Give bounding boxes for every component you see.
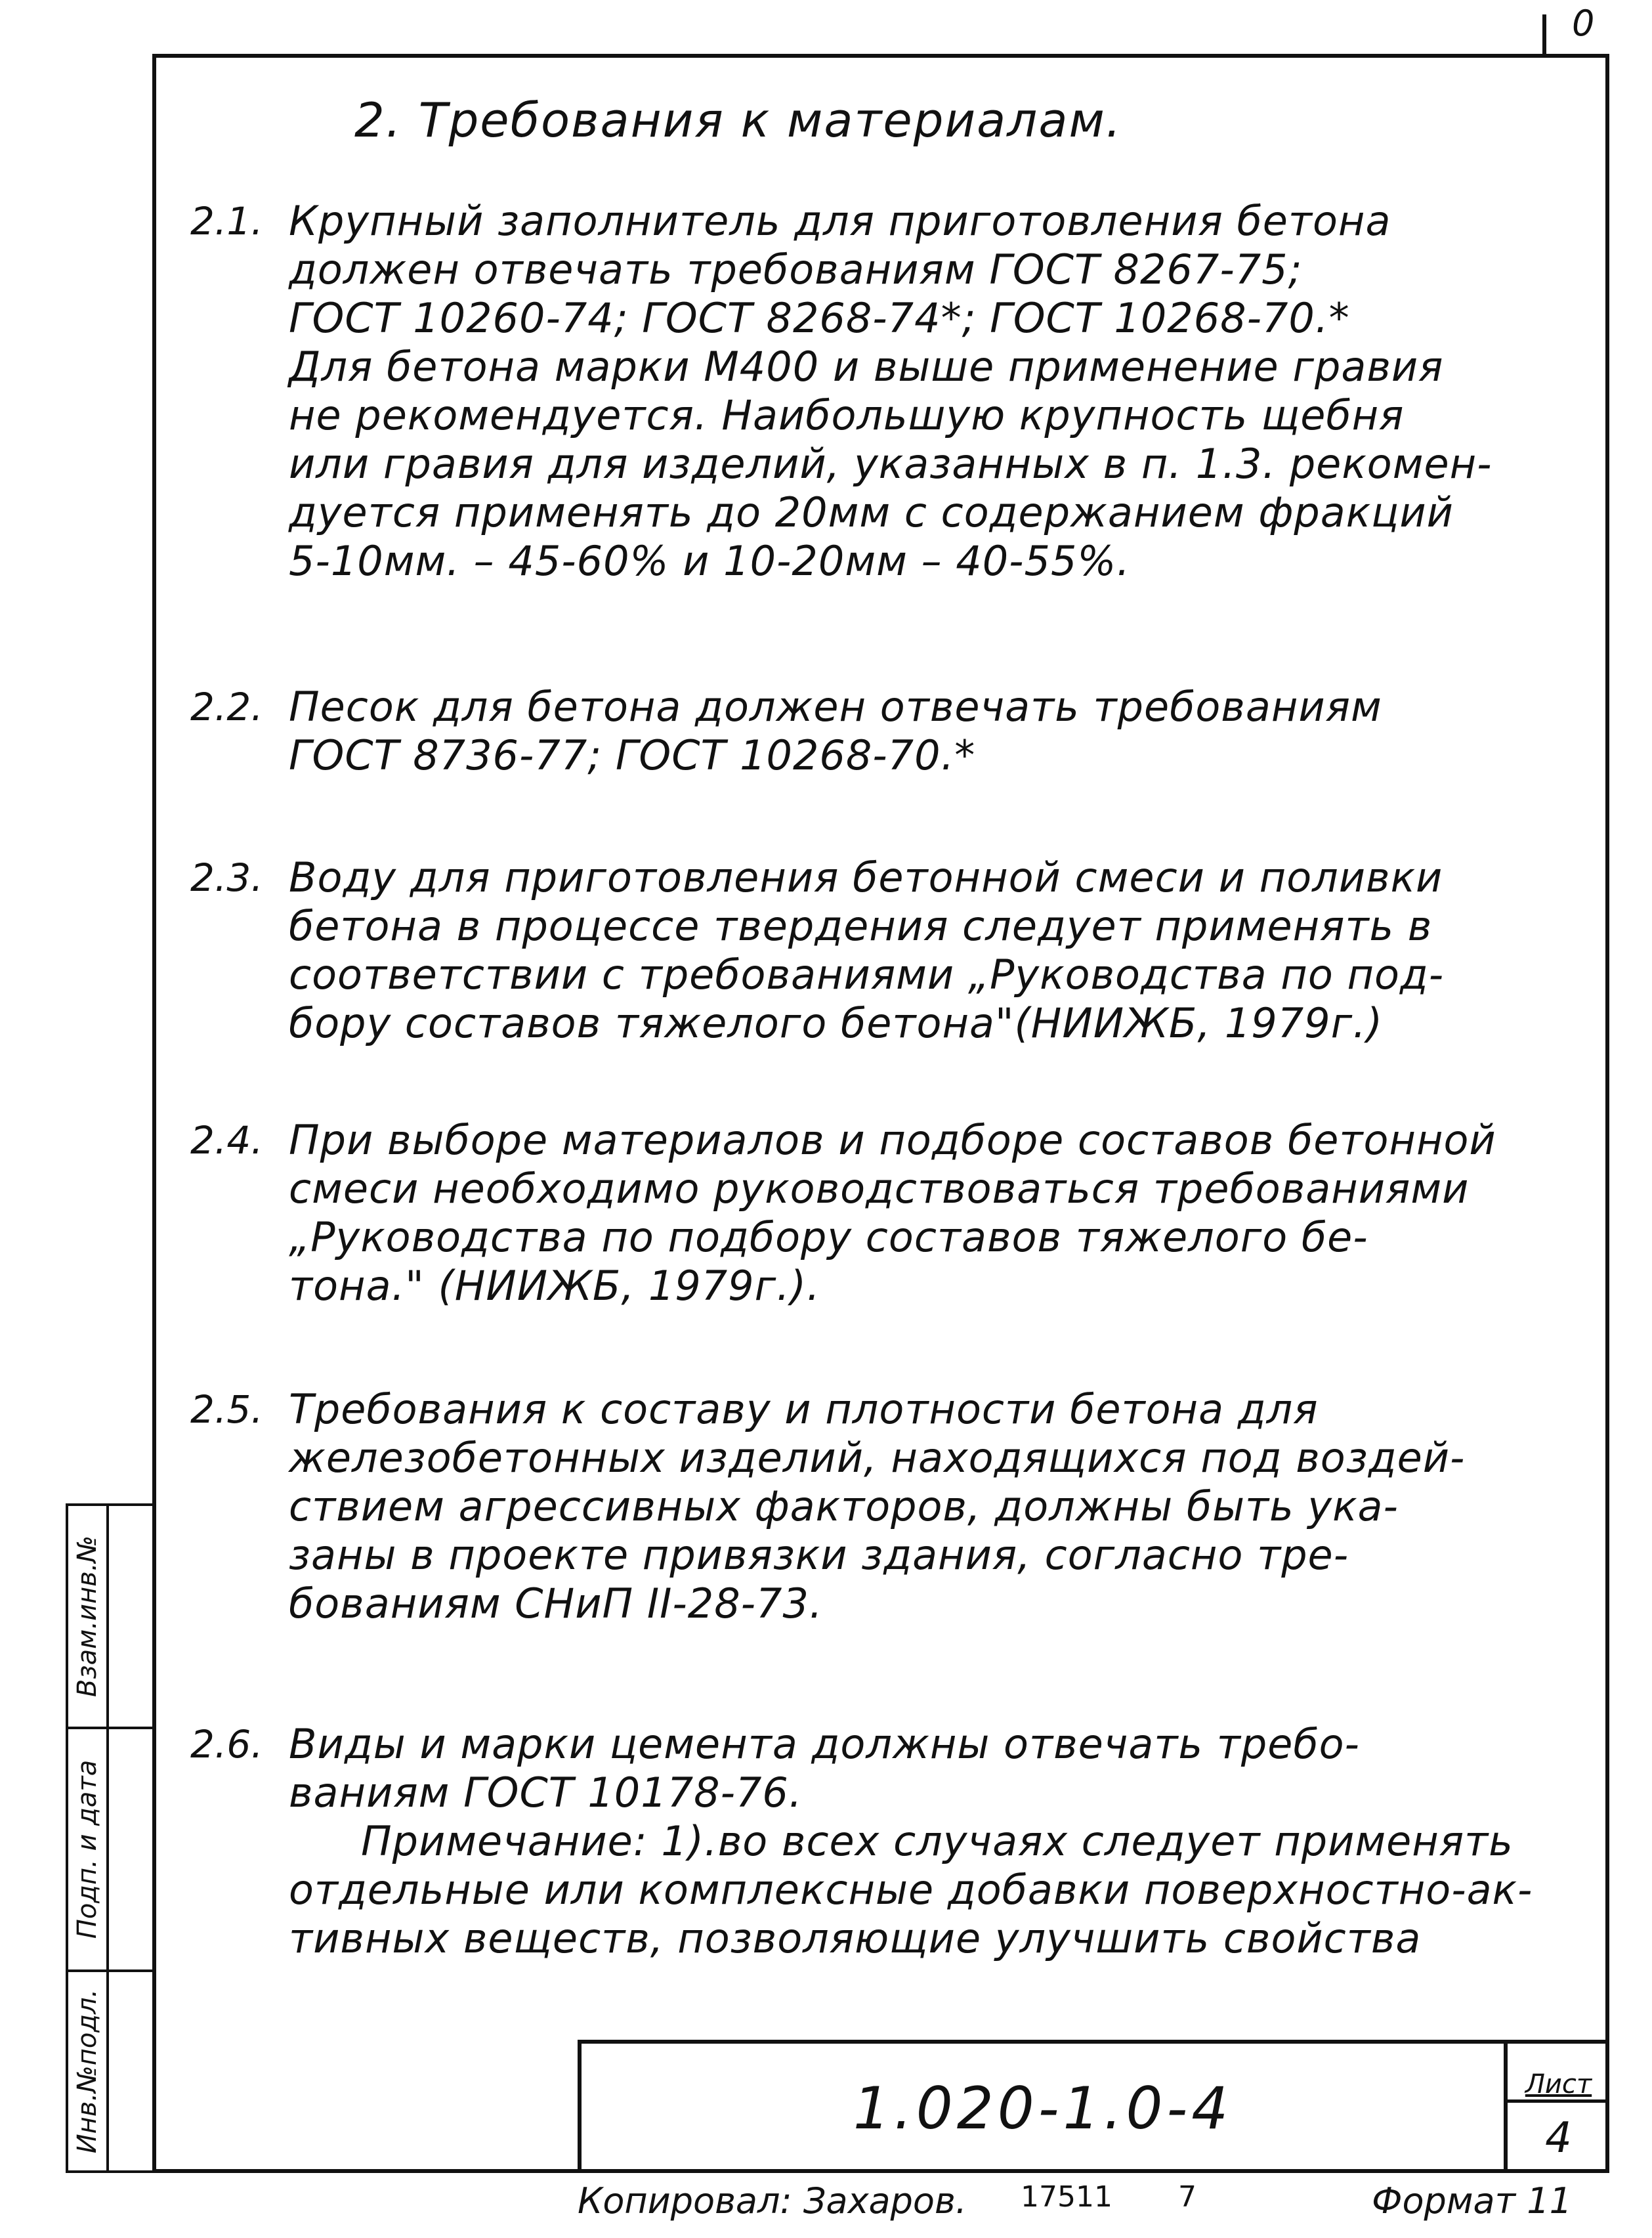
section-text bbox=[289, 197, 1575, 586]
text-line: смеси необходимо руководствоваться требованиями bbox=[289, 1165, 1470, 1213]
side-label-vzam: Взам.инв.№ bbox=[72, 1535, 102, 1698]
section-number: 2.5. bbox=[190, 1387, 263, 1432]
section-text bbox=[289, 1116, 1575, 1310]
text-line: заны в проекте привязки здания, согласно тре- bbox=[289, 1531, 1349, 1579]
section-text bbox=[289, 1385, 1575, 1628]
text-line: бованиям СНиП II-28-73. bbox=[289, 1580, 823, 1627]
page-title: 2. Требования к материалам. bbox=[354, 93, 1122, 148]
text-line: 5-10мм. – 45-60% и 10-20мм – 40-55%. bbox=[289, 537, 1131, 585]
sheet-cell bbox=[1504, 2044, 1609, 2173]
text-line: При выборе материалов и подборе составов бетонной bbox=[289, 1116, 1496, 1164]
section-number: 2.2. bbox=[190, 685, 263, 729]
section-number: 2.4. bbox=[190, 1118, 263, 1163]
text-line: ваниям ГОСТ 10178-76. bbox=[289, 1769, 803, 1817]
text-line: Виды и марки цемента должны отвечать требо- bbox=[289, 1720, 1360, 1768]
text-line: ГОСТ 8736-77; ГОСТ 10268-70.* bbox=[289, 731, 976, 779]
section-number: 2.3. bbox=[190, 855, 263, 900]
text-line: или гравия для изделий, указанных в п. 1.3. рекомен- bbox=[289, 440, 1493, 488]
copies-number: 7 bbox=[1178, 2180, 1197, 2214]
text-line: не рекомендуется. Наибольшую крупность щебня bbox=[289, 391, 1405, 439]
note-line: Примечание: 1).во всех случаях следует применять bbox=[361, 1817, 1514, 1865]
text-line: тона." (НИИЖБ, 1979г.). bbox=[289, 1262, 820, 1310]
text-line: Песок для бетона должен отвечать требованиям bbox=[289, 683, 1382, 731]
format-label: Формат 11 bbox=[1372, 2180, 1572, 2222]
title-block bbox=[578, 2040, 1609, 2173]
text-line: Для бетона марки М400 и выше применение гравия bbox=[289, 343, 1444, 391]
section-number: 2.6. bbox=[190, 1722, 263, 1767]
text-line: бетона в процессе твердения следует применять в bbox=[289, 902, 1433, 950]
section-number: 2.1. bbox=[190, 199, 263, 244]
document-code: 1.020-1.0-4 bbox=[853, 2075, 1233, 2142]
section-text bbox=[289, 683, 1575, 780]
text-line: Крупный заполнитель для приготовления бетона bbox=[289, 197, 1391, 245]
text-line: дуется применять до 20мм с содержанием фракций bbox=[289, 488, 1454, 536]
copied-by: Копировал: Захаров. bbox=[578, 2180, 967, 2222]
order-number: 17511 bbox=[1021, 2180, 1112, 2214]
text-line: ствием агрессивных факторов, должны быть ука- bbox=[289, 1482, 1399, 1530]
text-line: „Руководства по подбору составов тяжелого бе- bbox=[289, 1213, 1368, 1261]
side-label-box bbox=[68, 1506, 109, 1727]
sheet-label: Лист bbox=[1508, 2044, 1609, 2103]
side-label-box bbox=[68, 1729, 109, 1969]
side-stamp-inv bbox=[66, 1969, 152, 2173]
text-line: отдельные или комплексные добавки поверхностно-ак- bbox=[289, 1866, 1533, 1914]
text-line: Воду для приготовления бетонной смеси и поливки bbox=[289, 853, 1443, 901]
text-line: тивных веществ, позволяющие улучшить свойства bbox=[289, 1914, 1422, 1962]
sheet-number: 4 bbox=[1545, 2113, 1572, 2163]
section-text bbox=[289, 853, 1575, 1048]
side-stamp-podp bbox=[66, 1727, 152, 1969]
text-line: Требования к составу и плотности бетона для bbox=[289, 1385, 1319, 1433]
side-label-podp: Подп. и дата bbox=[72, 1759, 102, 1939]
text-line: железобетонных изделий, находящихся под воздей- bbox=[289, 1434, 1466, 1482]
corner-mark: 0 bbox=[1572, 3, 1595, 44]
side-label-box bbox=[68, 1972, 109, 2170]
corner-tick bbox=[1542, 14, 1546, 54]
side-label-inv: Инв.№подл. bbox=[72, 1989, 102, 2154]
text-line: бору составов тяжелого бетона"(НИИЖБ, 1979г.) bbox=[289, 999, 1384, 1047]
text-line: должен отвечать требованиям ГОСТ 8267-75; bbox=[289, 246, 1303, 293]
side-stamp-vzam bbox=[66, 1503, 152, 1727]
section-text bbox=[289, 1720, 1575, 1963]
text-line: соответствии с требованиями „Руководства по под- bbox=[289, 951, 1445, 999]
text-line: ГОСТ 10260-74; ГОСТ 8268-74*; ГОСТ 10268-70.* bbox=[289, 294, 1350, 342]
